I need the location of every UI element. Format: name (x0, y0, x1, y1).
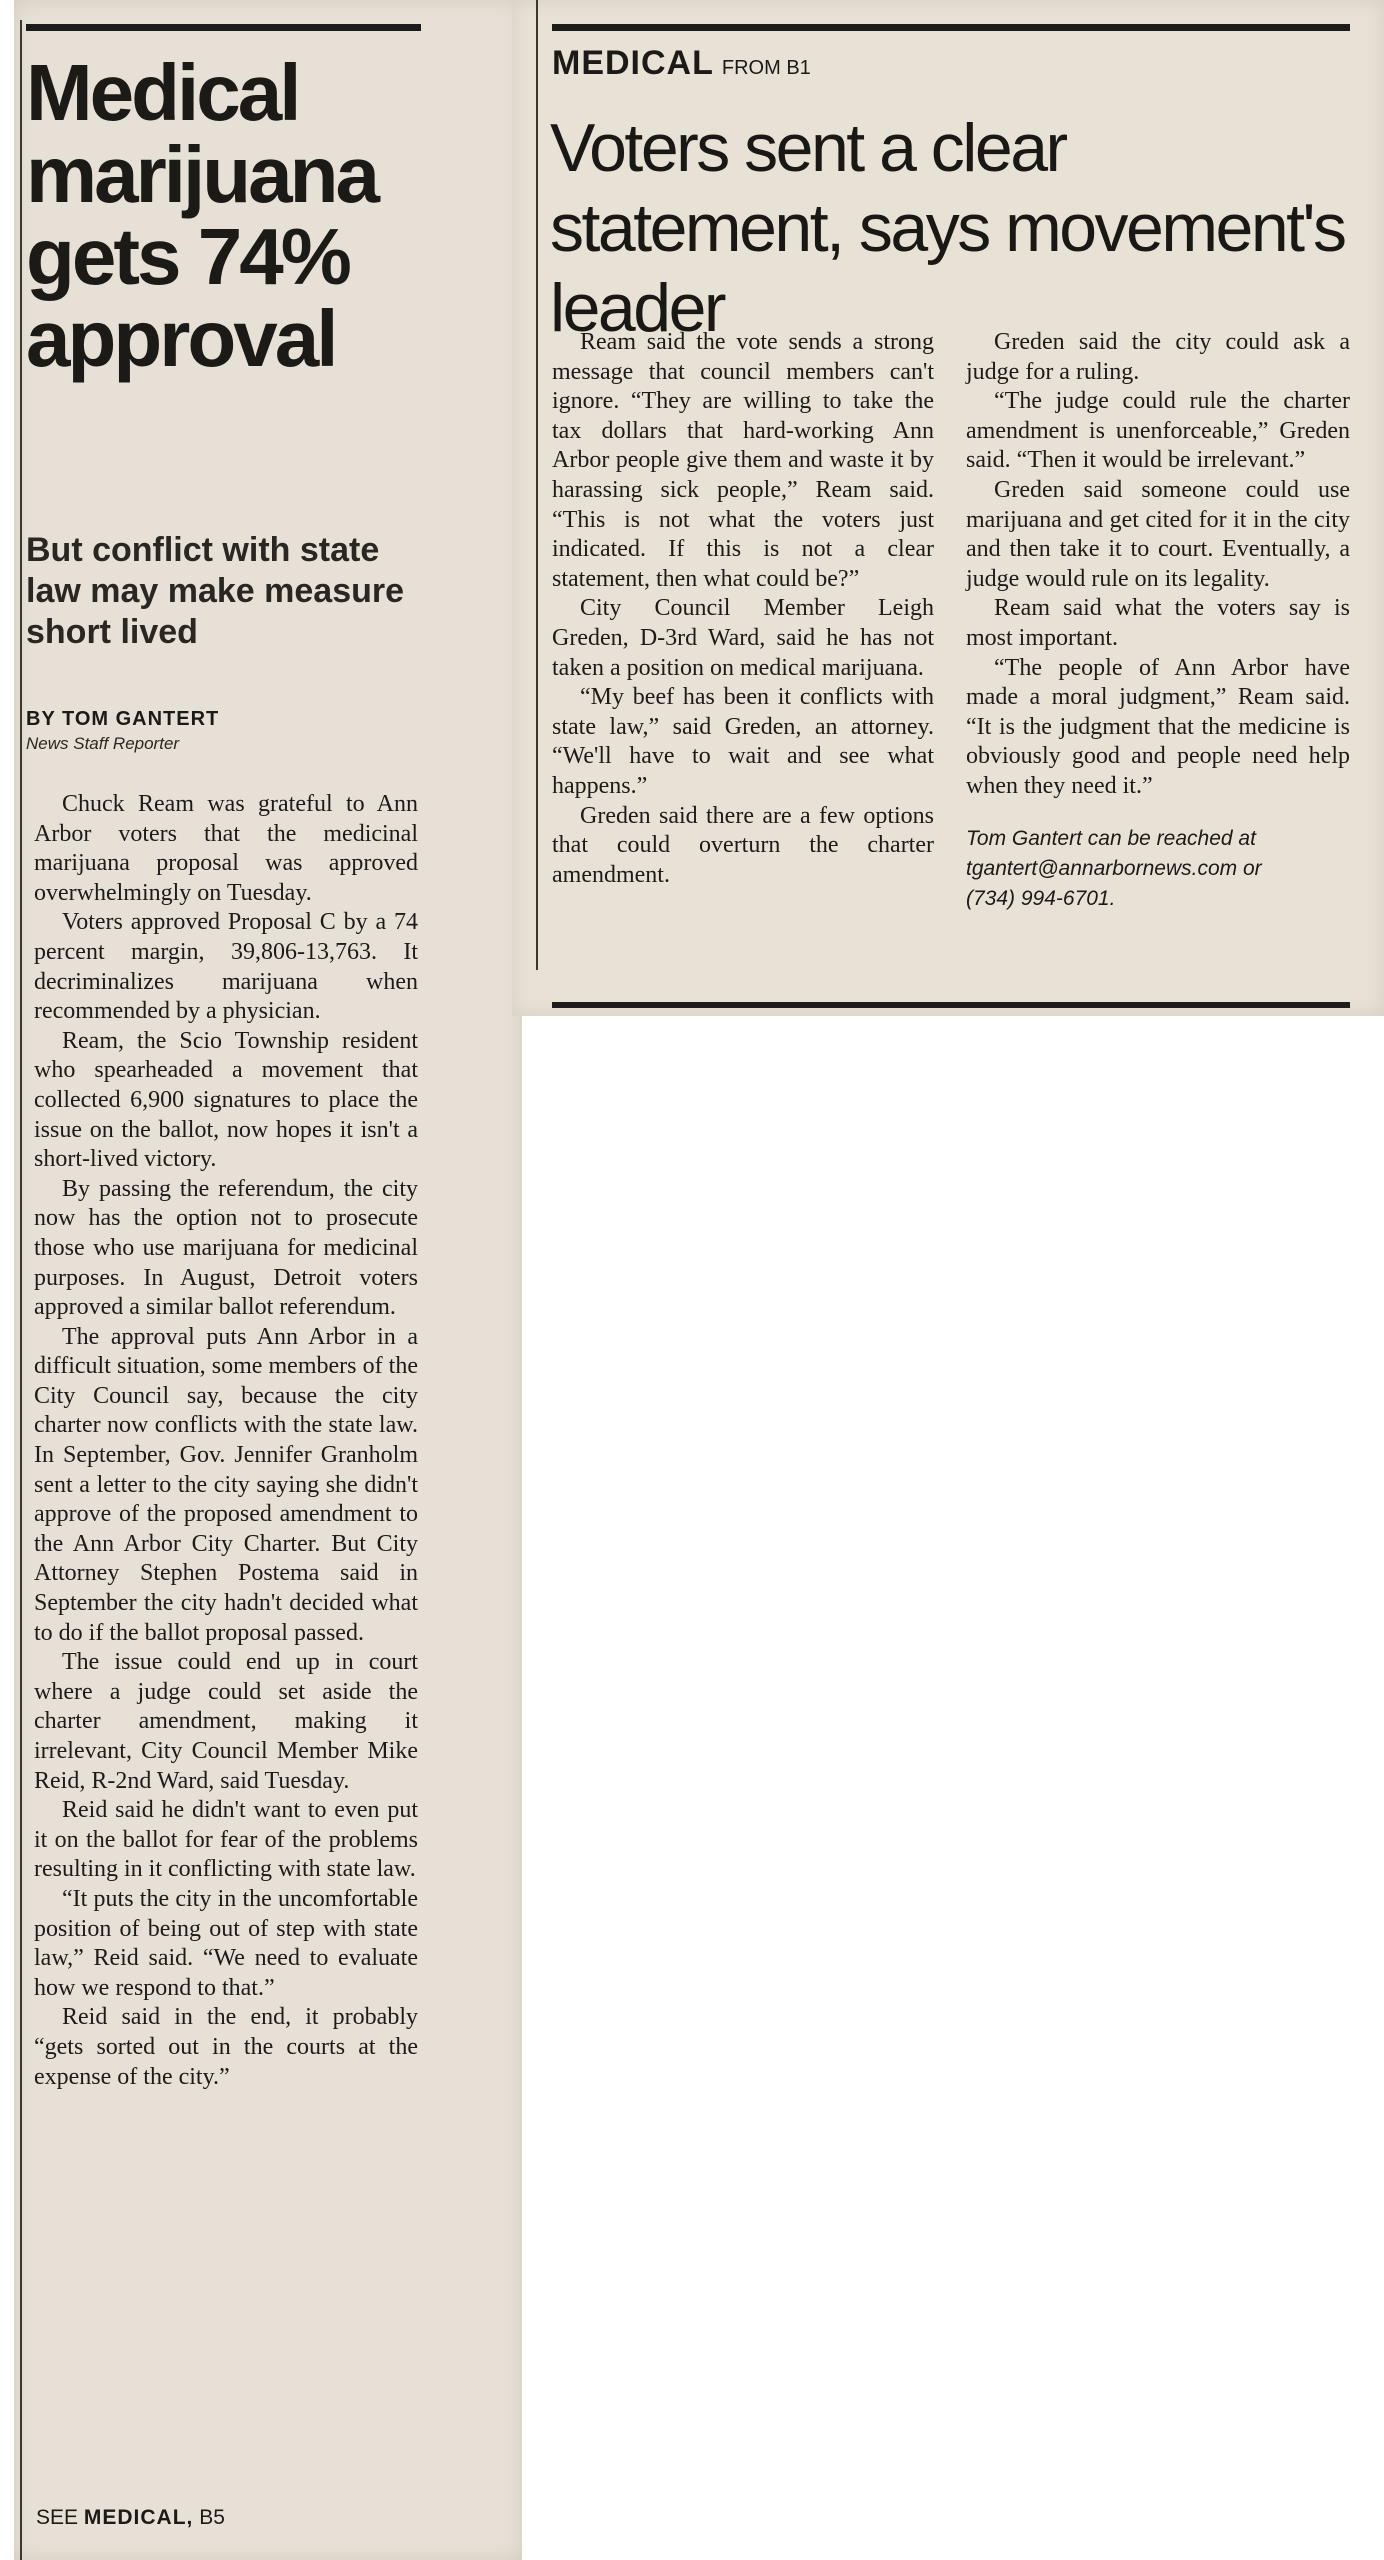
byline: BY TOM GANTERT (26, 708, 220, 730)
article-paragraph: Greden said there are a few options that could overturn the charter amendment. (552, 802, 934, 888)
left-top-rule (26, 24, 421, 31)
staff-title: News Staff Reporter (26, 734, 180, 753)
right-bottom-rule (552, 1002, 1350, 1008)
author-phone: (734) 994-6701. (966, 886, 1116, 910)
article-paragraph: “It puts the city in the uncomfortable position of being out of step with state law,” Reid said. “We need to evaluate how we respond to that.” (34, 1885, 418, 2001)
article-paragraph: “The people of Ann Arbor have made a moral judgment,” Ream said. “It is the judgment that the medicine is obviously good and people need help when they need it.” (966, 654, 1350, 799)
article-paragraph: Ream said what the voters say is most important. (966, 595, 1350, 651)
left-article-body (34, 790, 418, 2092)
right-top-rule (552, 24, 1350, 31)
kicker (552, 44, 811, 83)
subheadline: But conflict with state law may make measure short lived (26, 531, 405, 651)
continuation-column-2 (966, 328, 1350, 914)
article-paragraph: Ream, the Scio Township resident who spearheaded a movement that collected 6,900 signatures to place the issue on the ballot, now hopes it isn't a short-lived victory. (34, 1027, 418, 1173)
article-paragraph: The approval puts Ann Arbor in a difficult situation, some members of the City Council say, because the city charter now conflicts with the state law. In September, Gov. Jennifer Granholm sent a letter to the city saying she didn't approve of the proposed amendment to the Ann Arbor City Charter. But City Attorney Stephen Postema said in September the city hadn't decided what to do if the ballot proposal passed. (34, 1323, 418, 1646)
article-paragraph: “The judge could rule the charter amendment is unenforceable,” Greden said. “Then it would be irrelevant.” (966, 388, 1350, 474)
article-paragraph: “My beef has been it conflicts with state law,” said Greden, an attorney. “We'll have to wait and see what happens.” (552, 684, 934, 799)
continuation-column-1 (552, 328, 934, 890)
kicker-section: MEDICAL (552, 44, 714, 82)
kicker-from: FROM B1 (721, 57, 811, 79)
right-clipping-edge (536, 0, 538, 970)
jump-page: B5 (199, 2506, 225, 2529)
article-paragraph: Reid said he didn't want to even put it on the ballot for fear of the problems resulting in it conflicting with state law. (34, 1797, 418, 1883)
jump-section: MEDICAL, (83, 2506, 194, 2529)
article-paragraph: Greden said someone could use marijuana and get cited for it in the city and then take it to court. Eventually, a judge would rule on its legality. (966, 476, 1350, 592)
article-paragraph: Voters approved Proposal C by a 74 percent margin, 39,806-13,763. It decriminalizes marijuana when recommended by a physician. (34, 909, 418, 1025)
left-clipping-edge (20, 20, 22, 2560)
article-paragraph: Chuck Ream was grateful to Ann Arbor voters that the medicinal marijuana proposal was approved overwhelmingly on Tuesday. (34, 791, 418, 906)
article-paragraph: Reid said in the end, it probably “gets sorted out in the courts at the expense of the city.” (34, 2004, 418, 2090)
author-email: tgantert@annarbornews.com or (966, 856, 1262, 880)
jump-line (36, 2506, 225, 2530)
author-contact-line: Tom Gantert can be reached at (966, 826, 1256, 850)
article-paragraph: By passing the referendum, the city now has the option not to prosecute those who use marijuana for medicinal purposes. In August, Detroit voters approved a similar ballot referendum. (34, 1175, 418, 1321)
article-paragraph: City Council Member Leigh Greden, D-3rd Ward, said he has not taken a position on medical marijuana. (552, 595, 934, 681)
article-paragraph: Ream said the vote sends a strong message that council members can't ignore. “They are willing to take the tax dollars that hard-working Ann Arbor people give them and waste it by harassing sick people,” Ream said. “This is not what the voters just indicated. If this is not a clear statement, then what could be?” (552, 329, 934, 592)
continuation-headline: Voters sent a clear statement, says movement's leader (550, 110, 1345, 346)
article-paragraph: Greden said the city could ask a judge for a ruling. (966, 329, 1350, 385)
article-paragraph: The issue could end up in court where a judge could set aside the charter amendment, making it irrelevant, City Council Member Mike Reid, R-2nd Ward, said Tuesday. (34, 1649, 418, 1794)
author-contact (966, 824, 1350, 914)
main-headline: Medical marijuana gets 74% approval (26, 48, 377, 383)
jump-see: SEE (36, 2506, 79, 2529)
